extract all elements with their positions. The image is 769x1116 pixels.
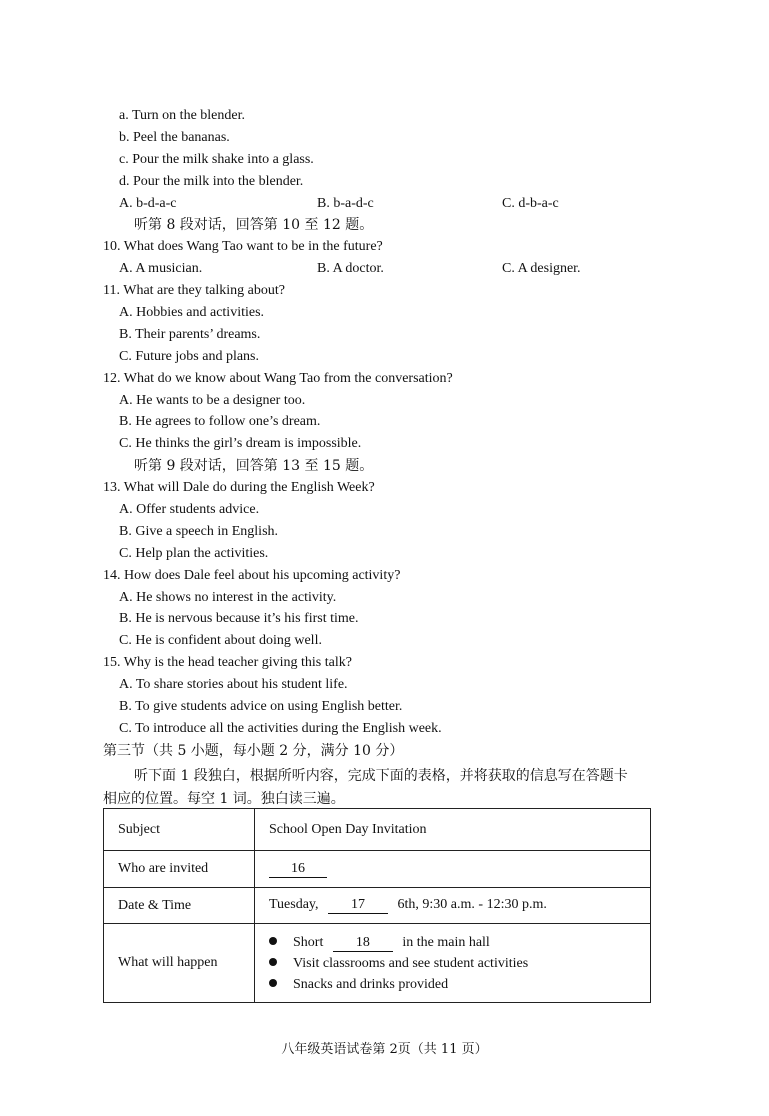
table-row-invited bbox=[104, 851, 651, 888]
date-prefix: Tuesday, bbox=[269, 897, 319, 912]
q9-option-b: B. b-a-d-c bbox=[317, 196, 374, 211]
subject-label: Subject bbox=[104, 809, 255, 851]
q12-stem: 12. What do we know about Wang Tao from the conversation? bbox=[103, 371, 453, 386]
section-9-note: 听第 9 段对话，回答第 13 至 15 题。 bbox=[134, 458, 374, 474]
step-b: b. Peel the bananas. bbox=[119, 130, 230, 145]
q12-option-c: C. He thinks the girl’s dream is impossible. bbox=[119, 436, 362, 451]
q13-option-c: C. Help plan the activities. bbox=[119, 546, 269, 561]
q11-option-a: A. Hobbies and activities. bbox=[119, 305, 265, 320]
table-row-date bbox=[104, 888, 651, 924]
info-table bbox=[103, 808, 651, 1003]
q13-option-b: B. Give a speech in English. bbox=[119, 524, 279, 539]
q14-stem: 14. How does Dale feel about his upcoming activity? bbox=[103, 568, 401, 583]
q11-stem: 11. What are they talking about? bbox=[103, 283, 285, 298]
happen-item-1: Short 18 in the main hall bbox=[269, 932, 636, 953]
q15-option-b: B. To give students advice on using English better. bbox=[119, 699, 403, 714]
q9-option-a: A. b-d-a-c bbox=[119, 196, 177, 211]
q14-option-b: B. He is nervous because it’s his first time. bbox=[119, 611, 359, 626]
q10-stem: 10. What does Wang Tao want to be in the future? bbox=[103, 239, 383, 254]
table-row-happen bbox=[104, 924, 651, 1003]
q11-option-c: C. Future jobs and plans. bbox=[119, 349, 259, 364]
part3-heading: 第三节（共 5 小题，每小题 2 分，满分 10 分） bbox=[103, 743, 404, 759]
q13-option-a: A. Offer students advice. bbox=[119, 502, 260, 517]
section-8-note: 听第 8 段对话，回答第 10 至 12 题。 bbox=[134, 217, 374, 233]
part3-instruction-line2: 相应的位置。每空 1 词。独白读三遍。 bbox=[103, 791, 345, 807]
q15-stem: 15. Why is the head teacher giving this talk? bbox=[103, 655, 352, 670]
blank-17[interactable]: 17 bbox=[328, 897, 388, 914]
subject-value: School Open Day Invitation bbox=[255, 809, 651, 851]
date-suffix: 6th, 9:30 a.m. - 12:30 p.m. bbox=[397, 897, 547, 912]
happen-label: What will happen bbox=[104, 924, 255, 1003]
q10-option-c: C. A designer. bbox=[502, 261, 581, 276]
bullet-icon bbox=[269, 979, 277, 987]
blank-18[interactable]: 18 bbox=[333, 935, 393, 952]
bullet-icon bbox=[269, 937, 277, 945]
happen-item-3: Snacks and drinks provided bbox=[269, 974, 636, 995]
q12-option-a: A. He wants to be a designer too. bbox=[119, 393, 306, 408]
step-a: a. Turn on the blender. bbox=[119, 108, 245, 123]
q14-option-c: C. He is confident about doing well. bbox=[119, 633, 322, 648]
bullet-icon bbox=[269, 958, 277, 966]
q14-option-a: A. He shows no interest in the activity. bbox=[119, 590, 337, 605]
step-c: c. Pour the milk shake into a glass. bbox=[119, 152, 314, 167]
q9-option-c: C. d-b-a-c bbox=[502, 196, 559, 211]
part3-instruction-line1: 听下面 1 段独白，根据所听内容，完成下面的表格，并将获取的信息写在答题卡 bbox=[134, 768, 628, 784]
happen-cell bbox=[255, 924, 651, 1003]
q12-option-b: B. He agrees to follow one’s dream. bbox=[119, 414, 321, 429]
q13-stem: 13. What will Dale do during the English Week? bbox=[103, 480, 375, 495]
q15-option-a: A. To share stories about his student life. bbox=[119, 677, 348, 692]
invited-cell bbox=[255, 851, 651, 888]
page-footer: 八年级英语试卷第 2页（共 11 页） bbox=[281, 1042, 488, 1057]
q10-option-a: A. A musician. bbox=[119, 261, 203, 276]
q11-option-b: B. Their parents’ dreams. bbox=[119, 327, 261, 342]
date-label: Date & Time bbox=[104, 888, 255, 924]
q15-option-c: C. To introduce all the activities during the English week. bbox=[119, 721, 442, 736]
happen-item-2: Visit classrooms and see student activities bbox=[269, 953, 636, 974]
date-cell bbox=[255, 888, 651, 924]
step-d: d. Pour the milk into the blender. bbox=[119, 174, 304, 189]
q10-option-b: B. A doctor. bbox=[317, 261, 384, 276]
blank-16[interactable]: 16 bbox=[269, 861, 327, 878]
table-row-subject bbox=[104, 809, 651, 851]
invited-label: Who are invited bbox=[104, 851, 255, 888]
